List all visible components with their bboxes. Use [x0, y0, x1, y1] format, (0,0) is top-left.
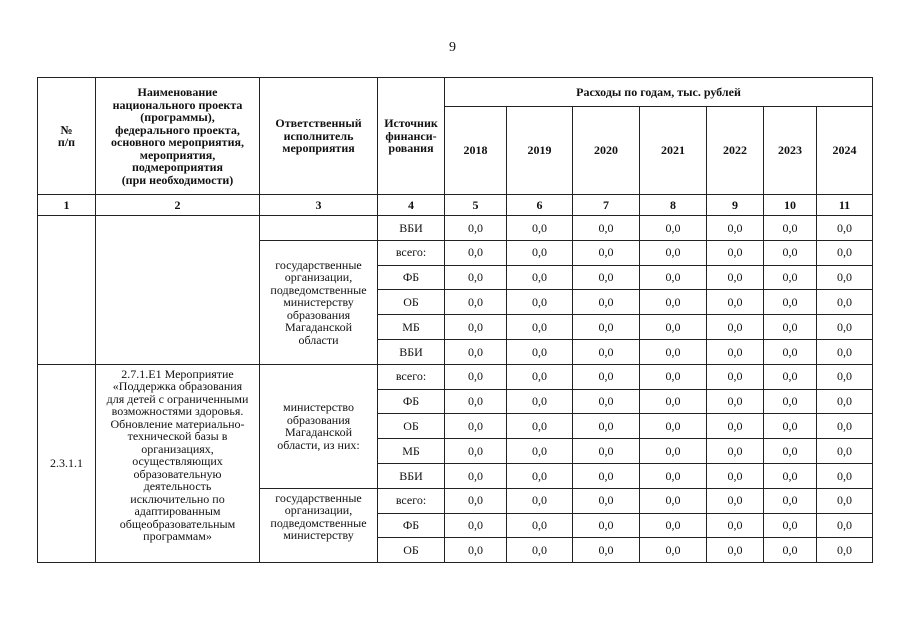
source-cell: ВБИ [378, 339, 445, 364]
value-cell: 0,0 [507, 389, 573, 414]
column-number: 7 [573, 195, 640, 216]
value-cell: 0,0 [507, 290, 573, 315]
value-cell: 0,0 [573, 538, 640, 563]
value-cell: 0,0 [445, 488, 507, 513]
value-cell: 0,0 [707, 513, 764, 538]
value-cell: 0,0 [640, 290, 707, 315]
value-cell: 0,0 [573, 339, 640, 364]
value-cell: 0,0 [707, 439, 764, 464]
value-cell: 0,0 [817, 265, 873, 290]
value-cell: 0,0 [764, 488, 817, 513]
column-number: 8 [640, 195, 707, 216]
value-cell: 0,0 [507, 513, 573, 538]
value-cell: 0,0 [573, 265, 640, 290]
value-cell: 0,0 [445, 538, 507, 563]
value-cell: 0,0 [707, 216, 764, 241]
value-cell: 0,0 [640, 463, 707, 488]
value-cell: 0,0 [764, 414, 817, 439]
value-cell: 0,0 [445, 513, 507, 538]
value-cell: 0,0 [573, 240, 640, 265]
value-cell: 0,0 [507, 339, 573, 364]
value-cell: 0,0 [817, 463, 873, 488]
value-cell: 0,0 [764, 463, 817, 488]
value-cell: 0,0 [573, 439, 640, 464]
value-cell: 0,0 [707, 538, 764, 563]
source-cell: всего: [378, 364, 445, 389]
header-year: 2019 [507, 107, 573, 195]
empty-executor-cell [260, 216, 378, 241]
value-cell: 0,0 [707, 488, 764, 513]
value-cell: 0,0 [707, 414, 764, 439]
value-cell: 0,0 [507, 488, 573, 513]
value-cell: 0,0 [445, 315, 507, 340]
value-cell: 0,0 [640, 513, 707, 538]
value-cell: 0,0 [817, 216, 873, 241]
value-cell: 0,0 [445, 364, 507, 389]
value-cell: 0,0 [764, 364, 817, 389]
value-cell: 0,0 [573, 513, 640, 538]
value-cell: 0,0 [507, 538, 573, 563]
value-cell: 0,0 [507, 364, 573, 389]
column-number: 10 [764, 195, 817, 216]
value-cell: 0,0 [707, 364, 764, 389]
source-cell: МБ [378, 439, 445, 464]
value-cell: 0,0 [817, 513, 873, 538]
value-cell: 0,0 [445, 389, 507, 414]
value-cell: 0,0 [445, 414, 507, 439]
header-year: 2020 [573, 107, 640, 195]
value-cell: 0,0 [817, 364, 873, 389]
value-cell: 0,0 [507, 439, 573, 464]
value-cell: 0,0 [764, 265, 817, 290]
value-cell: 0,0 [507, 315, 573, 340]
source-cell: всего: [378, 240, 445, 265]
value-cell: 0,0 [445, 216, 507, 241]
value-cell: 0,0 [573, 315, 640, 340]
source-cell: ОБ [378, 290, 445, 315]
value-cell: 0,0 [507, 463, 573, 488]
value-cell: 0,0 [764, 339, 817, 364]
value-cell: 0,0 [707, 290, 764, 315]
value-cell: 0,0 [707, 389, 764, 414]
header-year: 2023 [764, 107, 817, 195]
value-cell: 0,0 [573, 414, 640, 439]
value-cell: 0,0 [445, 265, 507, 290]
source-cell: ФБ [378, 513, 445, 538]
value-cell: 0,0 [573, 364, 640, 389]
value-cell: 0,0 [507, 265, 573, 290]
column-number: 5 [445, 195, 507, 216]
value-cell: 0,0 [817, 414, 873, 439]
source-cell: ФБ [378, 389, 445, 414]
table-row [38, 216, 873, 241]
empty-name-cell [96, 216, 260, 365]
value-cell: 0,0 [445, 339, 507, 364]
column-number: 3 [260, 195, 378, 216]
value-cell: 0,0 [507, 240, 573, 265]
column-number: 9 [707, 195, 764, 216]
value-cell: 0,0 [640, 364, 707, 389]
value-cell: 0,0 [445, 439, 507, 464]
value-cell: 0,0 [707, 315, 764, 340]
value-cell: 0,0 [640, 414, 707, 439]
value-cell: 0,0 [707, 339, 764, 364]
value-cell: 0,0 [573, 488, 640, 513]
value-cell: 0,0 [640, 538, 707, 563]
source-cell: ОБ [378, 414, 445, 439]
column-number: 6 [507, 195, 573, 216]
value-cell: 0,0 [764, 513, 817, 538]
header-source: Источник финанси- рования [378, 78, 445, 195]
column-number: 1 [38, 195, 96, 216]
value-cell: 0,0 [817, 488, 873, 513]
column-number: 11 [817, 195, 873, 216]
value-cell: 0,0 [445, 290, 507, 315]
value-cell: 0,0 [573, 463, 640, 488]
value-cell: 0,0 [640, 315, 707, 340]
source-cell: ФБ [378, 265, 445, 290]
value-cell: 0,0 [817, 339, 873, 364]
source-cell: ОБ [378, 538, 445, 563]
header-year: 2021 [640, 107, 707, 195]
value-cell: 0,0 [707, 463, 764, 488]
value-cell: 0,0 [764, 290, 817, 315]
executor-cell: государственные организации, подведомственные министерству [260, 488, 378, 562]
source-cell: ВБИ [378, 463, 445, 488]
value-cell: 0,0 [573, 389, 640, 414]
page-number: 9 [449, 40, 456, 55]
source-cell: МБ [378, 315, 445, 340]
header-number: № п/п [38, 78, 96, 195]
executor-cell: государственные организации, подведомственные министерству образования Магаданской области [260, 240, 378, 364]
item-number: 2.3.1.1 [38, 364, 96, 562]
value-cell: 0,0 [817, 538, 873, 563]
value-cell: 0,0 [640, 216, 707, 241]
value-cell: 0,0 [764, 538, 817, 563]
value-cell: 0,0 [573, 290, 640, 315]
table-row [38, 364, 873, 389]
value-cell: 0,0 [817, 389, 873, 414]
value-cell: 0,0 [817, 290, 873, 315]
value-cell: 0,0 [445, 240, 507, 265]
executor-cell: министерство образования Магаданской области, из них: [260, 364, 378, 488]
financing-table [37, 77, 873, 563]
value-cell: 0,0 [707, 265, 764, 290]
value-cell: 0,0 [817, 315, 873, 340]
value-cell: 0,0 [640, 339, 707, 364]
value-cell: 0,0 [640, 439, 707, 464]
value-cell: 0,0 [764, 439, 817, 464]
value-cell: 0,0 [764, 315, 817, 340]
column-number: 4 [378, 195, 445, 216]
value-cell: 0,0 [764, 389, 817, 414]
value-cell: 0,0 [573, 216, 640, 241]
value-cell: 0,0 [507, 414, 573, 439]
source-cell: ВБИ [378, 216, 445, 241]
value-cell: 0,0 [764, 216, 817, 241]
value-cell: 0,0 [640, 389, 707, 414]
header-expenses: Расходы по годам, тыс. рублей [445, 78, 873, 107]
source-cell: всего: [378, 488, 445, 513]
value-cell: 0,0 [640, 240, 707, 265]
header-year: 2018 [445, 107, 507, 195]
value-cell: 0,0 [507, 216, 573, 241]
header-year: 2024 [817, 107, 873, 195]
value-cell: 0,0 [707, 240, 764, 265]
value-cell: 0,0 [445, 463, 507, 488]
header-year: 2022 [707, 107, 764, 195]
column-number: 2 [96, 195, 260, 216]
empty-number-cell [38, 216, 96, 365]
item-name: 2.7.1.Е1 Мероприятие «Поддержка образования для детей с ограниченными возможностями здоровья. Обновление материально- технической базы в организациях, осуществляющих образовательную деятельность исключительно по адаптированным общеобразовательным программам» [96, 364, 260, 562]
header-executor: Ответственный исполнитель мероприятия [260, 78, 378, 195]
value-cell: 0,0 [764, 240, 817, 265]
value-cell: 0,0 [640, 265, 707, 290]
value-cell: 0,0 [640, 488, 707, 513]
value-cell: 0,0 [817, 240, 873, 265]
header-name: Наименование национального проекта (программы), федерального проекта, основного мероприятия, мероприятия, подмероприятия (при необходимости) [96, 78, 260, 195]
value-cell: 0,0 [817, 439, 873, 464]
